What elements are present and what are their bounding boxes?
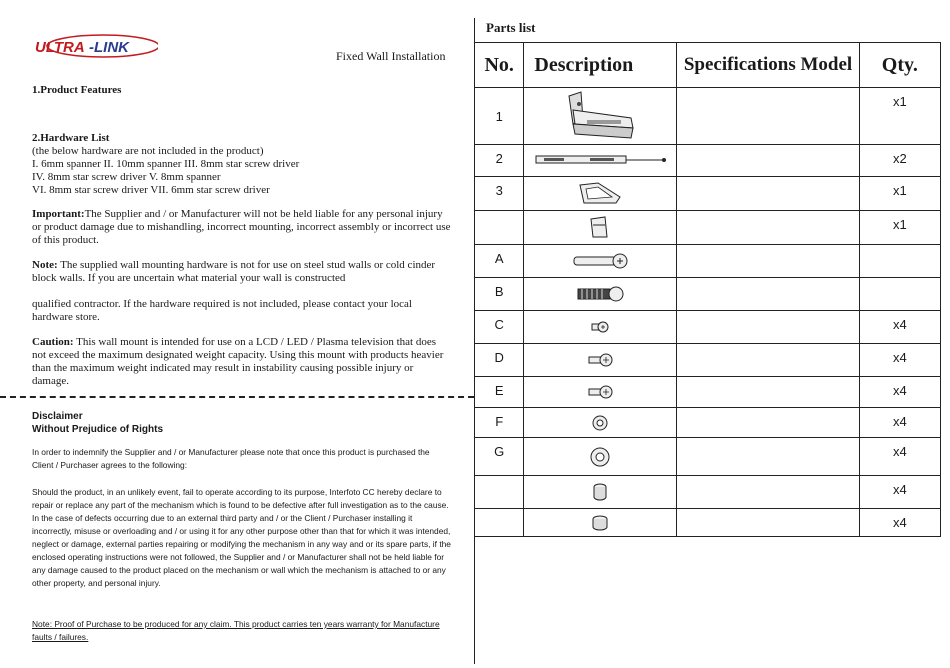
features-heading: 1.Product Features bbox=[32, 84, 122, 96]
col-specifications: Specifications Model bbox=[677, 43, 859, 88]
note-text: The supplied wall mounting hardware is not for use on steel stud walls or cold cinder block walls. If you are uncertain what material your wall is constructed bbox=[32, 259, 436, 284]
parts-table bbox=[474, 42, 941, 537]
table-row bbox=[475, 88, 941, 145]
part-no: D bbox=[475, 344, 524, 377]
disclaimer-title: Disclaimer bbox=[32, 411, 83, 422]
part-image bbox=[524, 438, 677, 476]
instructions-panel bbox=[0, 0, 474, 668]
part-qty bbox=[859, 278, 940, 311]
part-qty: x4 bbox=[859, 377, 940, 408]
spacer-icon bbox=[591, 481, 609, 503]
disclaimer-intro: In order to indemnify the Supplier and / or Manufacturer please note that once this product is purchased the Client / Purchaser agrees to the following: bbox=[32, 447, 430, 470]
part-spec bbox=[677, 145, 859, 177]
brand-logo bbox=[33, 32, 158, 64]
col-description: Description bbox=[524, 43, 677, 88]
part-qty: x4 bbox=[859, 476, 940, 509]
part-qty: x1 bbox=[859, 177, 940, 211]
important-text: The Supplier and / or Manufacturer will not be held liable for any personal injury or product damage due to mishandling, incorrect mounting, incorrect assembly or incorrect use of this product. bbox=[32, 208, 451, 246]
part-spec bbox=[677, 476, 859, 509]
warranty-note: Note: Proof of Purchase to be produced for any claim. This product carries ten years warranty for Manufacture faults / failures. bbox=[32, 619, 440, 642]
part-no: C bbox=[475, 311, 524, 344]
note-label: Note: bbox=[32, 259, 58, 271]
table-row bbox=[475, 245, 941, 278]
part-image bbox=[524, 408, 677, 438]
part-no bbox=[475, 476, 524, 509]
part-qty: x4 bbox=[859, 311, 940, 344]
part-no bbox=[475, 509, 524, 537]
hardware-line: VI. 8mm star screw driver VII. 6mm star screw driver bbox=[32, 184, 270, 196]
rail-icon bbox=[530, 152, 670, 170]
document-title: Fixed Wall Installation bbox=[336, 49, 446, 63]
disclaimer-body: Should the product, in an unlikely event, fail to operate according to its purpose, Interfoto CC hereby declare to repair or replace any part of the mechanism which is found to be defective after full investigation as to the cause. In the case of defects occurring due to an external third party and / or the Client / Purchaser installing it incorrectly, misuse or overloading and / or using it for any other purpose other than that for which it was intended, neglect or damage, external parties repairing or modifying the mechanism in any way and or its spare parts, if the enclosed operating instructions were not followed, the Supplier and / or Manufacturer shall not be held liable for any damage caused to the product placed on the mechanism or wall which the mechanism is attached to or any other property, and personal injury. bbox=[32, 487, 451, 588]
table-row bbox=[475, 509, 941, 537]
table-row bbox=[475, 476, 941, 509]
part-image bbox=[524, 476, 677, 509]
part-image bbox=[524, 344, 677, 377]
hardware-line: IV. 8mm star screw driver V. 8mm spanner bbox=[32, 171, 221, 183]
part-spec bbox=[677, 245, 859, 278]
dashed-divider bbox=[0, 396, 474, 398]
col-qty: Qty. bbox=[859, 43, 940, 88]
part-qty: x4 bbox=[859, 344, 940, 377]
col-no: No. bbox=[475, 43, 524, 88]
bracket-icon bbox=[559, 90, 641, 142]
part-no bbox=[475, 211, 524, 245]
hardware-list bbox=[32, 132, 452, 197]
short-screw-icon bbox=[589, 319, 611, 335]
hardware-heading: 2.Hardware List bbox=[32, 132, 110, 144]
large-washer-icon bbox=[589, 446, 611, 468]
disclaimer-heading bbox=[32, 410, 452, 436]
part-spec bbox=[677, 177, 859, 211]
important-label: Important: bbox=[32, 208, 85, 220]
caution-notice bbox=[32, 336, 452, 388]
part-spec bbox=[677, 88, 859, 145]
table-row bbox=[475, 278, 941, 311]
part-qty: x4 bbox=[859, 509, 940, 537]
part-spec bbox=[677, 278, 859, 311]
small-washer-icon bbox=[591, 414, 609, 432]
hardware-line: I. 6mm spanner II. 10mm spanner III. 8mm star screw driver bbox=[32, 158, 300, 170]
part-qty: x2 bbox=[859, 145, 940, 177]
medium-screw-icon bbox=[586, 351, 614, 369]
part-qty: x1 bbox=[859, 211, 940, 245]
table-row bbox=[475, 377, 941, 408]
spacer-icon bbox=[590, 513, 610, 533]
part-qty: x1 bbox=[859, 88, 940, 145]
anchor-icon bbox=[574, 284, 626, 304]
part-spec bbox=[677, 211, 859, 245]
table-row bbox=[475, 408, 941, 438]
part-no: 1 bbox=[475, 88, 524, 145]
part-spec bbox=[677, 344, 859, 377]
important-notice bbox=[32, 208, 452, 247]
part-spec bbox=[677, 438, 859, 476]
part-spec bbox=[677, 408, 859, 438]
parts-table-header bbox=[475, 43, 941, 88]
part-spec bbox=[677, 509, 859, 537]
table-row bbox=[475, 211, 941, 245]
part-image bbox=[524, 245, 677, 278]
part-no: G bbox=[475, 438, 524, 476]
part-image bbox=[524, 377, 677, 408]
table-row bbox=[475, 438, 941, 476]
caution-text: This wall mount is intended for use on a LCD / LED / Plasma television that does not exceed the maximum designated weight capacity. Using this mount with products heavier than the maximum weight indicated may result in instability causing possible injury or damage. bbox=[32, 336, 444, 387]
part-qty bbox=[859, 245, 940, 278]
table-row bbox=[475, 145, 941, 177]
clip-icon bbox=[585, 215, 615, 241]
part-no: B bbox=[475, 278, 524, 311]
disclaimer-subtitle: Without Prejudice of Rights bbox=[32, 424, 164, 435]
svg-text:-LINK: -LINK bbox=[89, 39, 129, 56]
part-image bbox=[524, 509, 677, 537]
svg-text:ULTRA: ULTRA bbox=[35, 39, 85, 56]
part-spec bbox=[677, 311, 859, 344]
part-no: 2 bbox=[475, 145, 524, 177]
plate-icon bbox=[576, 181, 624, 207]
note-continued: qualified contractor. If the hardware required is not included, please contact your local hardware store. bbox=[32, 298, 412, 323]
part-qty: x4 bbox=[859, 438, 940, 476]
long-bolt-icon bbox=[570, 251, 630, 271]
note-notice bbox=[32, 259, 452, 285]
part-image bbox=[524, 311, 677, 344]
table-row bbox=[475, 177, 941, 211]
part-image bbox=[524, 177, 677, 211]
medium-screw-icon bbox=[586, 383, 614, 401]
part-image bbox=[524, 278, 677, 311]
table-row bbox=[475, 311, 941, 344]
table-row bbox=[475, 344, 941, 377]
parts-list-title: Parts list bbox=[486, 20, 536, 35]
part-no: 3 bbox=[475, 177, 524, 211]
part-qty: x4 bbox=[859, 408, 940, 438]
hardware-line: (the below hardware are not included in the product) bbox=[32, 145, 264, 157]
part-image bbox=[524, 211, 677, 245]
part-image bbox=[524, 145, 677, 177]
part-image bbox=[524, 88, 677, 145]
caution-label: Caution: bbox=[32, 336, 74, 348]
part-spec bbox=[677, 377, 859, 408]
part-no: F bbox=[475, 408, 524, 438]
part-no: A bbox=[475, 245, 524, 278]
part-no: E bbox=[475, 377, 524, 408]
